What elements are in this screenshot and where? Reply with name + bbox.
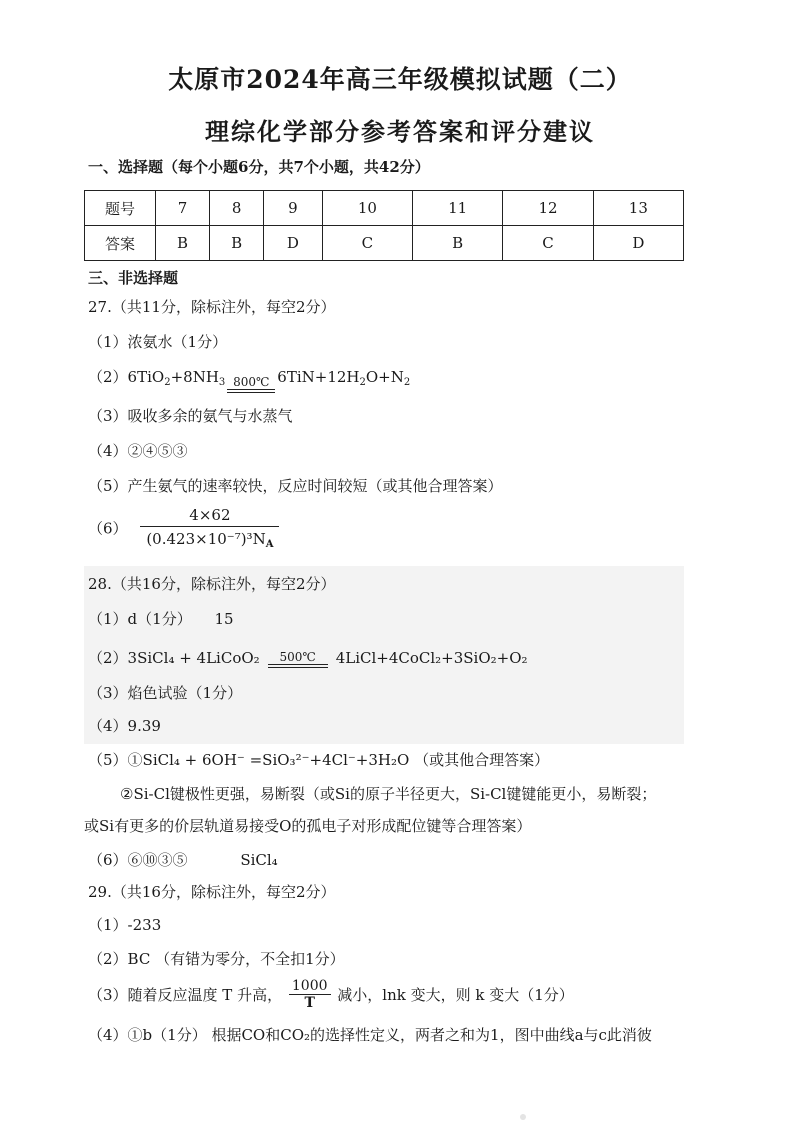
table-cell: 11 [413,191,503,226]
reaction-condition: 800℃ [227,376,275,393]
q29-answer-2: （2）BC （有错为零分，不全扣1分） [88,950,345,968]
fraction-numerator: 4×62 [140,506,279,527]
q27-answer-5: （5）产生氨气的速率较快，反应时间较短（或其他合理答案） [88,477,503,495]
q27-answer-1: （1）浓氨水（1分） [88,333,228,351]
table-cell: B [210,226,264,261]
page-title: 太原市2024年高三年级模拟试题（二） [168,65,632,94]
q28-answer-4: （4）9.39 [88,717,161,735]
q29-answer-3 [88,978,574,1011]
q27-answer-4: （4）②④⑤③ [88,442,188,460]
item-label: （6）⑥⑩③⑤ [88,851,188,869]
q27-answer-3: （3）吸收多余的氨气与水蒸气 [88,407,293,425]
answer-text: 减小，lnk 变大，则 k 变大（1分） [337,986,574,1004]
table-cell: B [156,226,210,261]
equation-reactant: 6TiO [127,368,165,386]
table-row [85,191,684,226]
fraction-denominator: $(0.423\times 10^{-7})^3N_A$ [146,530,274,550]
table-row-label: 答案 [85,226,156,261]
q28-answer-5: （5）①SiCl₄ + 6OH⁻ =SiO₃²⁻+4Cl⁻+3H₂O （或其他合理答案） [88,751,550,769]
table-cell: C [322,226,412,261]
q29-answer-1: （1）-233 [88,916,162,934]
table-cell: C [503,226,593,261]
item-label: （1）d（1分） [88,610,192,628]
equation-product: 4LiCl+4CoCl₂+3SiO₂+O₂ [335,649,528,667]
q28-answer-5-part2: ②Si-Cl键极性更强，易断裂（或Si的原子半径更大，Si-Cl键键能更小，易断裂； [120,785,657,803]
q28-answer-5-part3: 或Si有更多的价层轨道易接受O的孤电子对形成配位键等合理答案） [84,817,532,835]
section1-heading: 一、选择题（每个小题6分，共7个小题，共42分） [88,158,430,176]
q27-header: 27.（共11分，除标注外，每空2分） [88,298,336,316]
equation-reactant: +8NH [170,368,219,386]
q28-header: 28.（共16分，除标注外，每空2分） [88,575,336,593]
reaction-condition: 500℃ [268,651,328,668]
table-cell: D [264,226,323,261]
q27-answer-2: $(2)6TiO_2+8NH_3$ 800℃ $6TiN+12H_2O+N_2$ [88,367,410,393]
page-subtitle: 理综化学部分参考答案和评分建议 [205,117,595,146]
table-cell: B [413,226,503,261]
q29-header: 29.（共16分，除标注外，每空2分） [88,883,336,901]
answer-table [84,190,684,261]
equation-reactant: 3SiCl₄ + 4LiCoO₂ [127,649,260,667]
table-cell: D [593,226,683,261]
item-value: SiCl₄ [240,851,278,869]
item-value: 15 [214,610,234,628]
table-cell: 7 [156,191,210,226]
item-label: （2） [88,368,128,386]
table-cell: 9 [264,191,323,226]
table-cell: 12 [503,191,593,226]
equation-product: O+N [365,368,404,386]
item-label: （2） [88,649,128,667]
density-fraction [140,506,279,550]
table-row-label: 题号 [85,191,156,226]
table-cell: 13 [593,191,683,226]
section3-heading: 三、非选择题 [88,269,179,287]
fraction-numerator: 1000 [289,978,331,995]
q28-answer-2 [88,648,528,668]
inverse-temperature-fraction [289,978,331,1011]
table-row [85,226,684,261]
answer-text: （3）随着反应温度 T 升高， [88,986,283,1004]
q27-answer-6 [88,506,279,550]
q28-answer-1 [88,609,234,629]
equation-product: 6TiN+12H [277,368,360,386]
scan-speck [520,1114,526,1120]
q28-answer-3: （3）焰色试验（1分） [88,684,243,702]
table-cell: 8 [210,191,264,226]
item-label: （6） [88,519,128,538]
fraction-denominator: T [304,995,315,1011]
q29-answer-4: （4）①b（1分） 根据CO和CO₂的选择性定义，两者之和为1，图中曲线a与c此消彼 [88,1026,652,1044]
q28-answer-6 [88,850,278,870]
table-cell: 10 [322,191,412,226]
